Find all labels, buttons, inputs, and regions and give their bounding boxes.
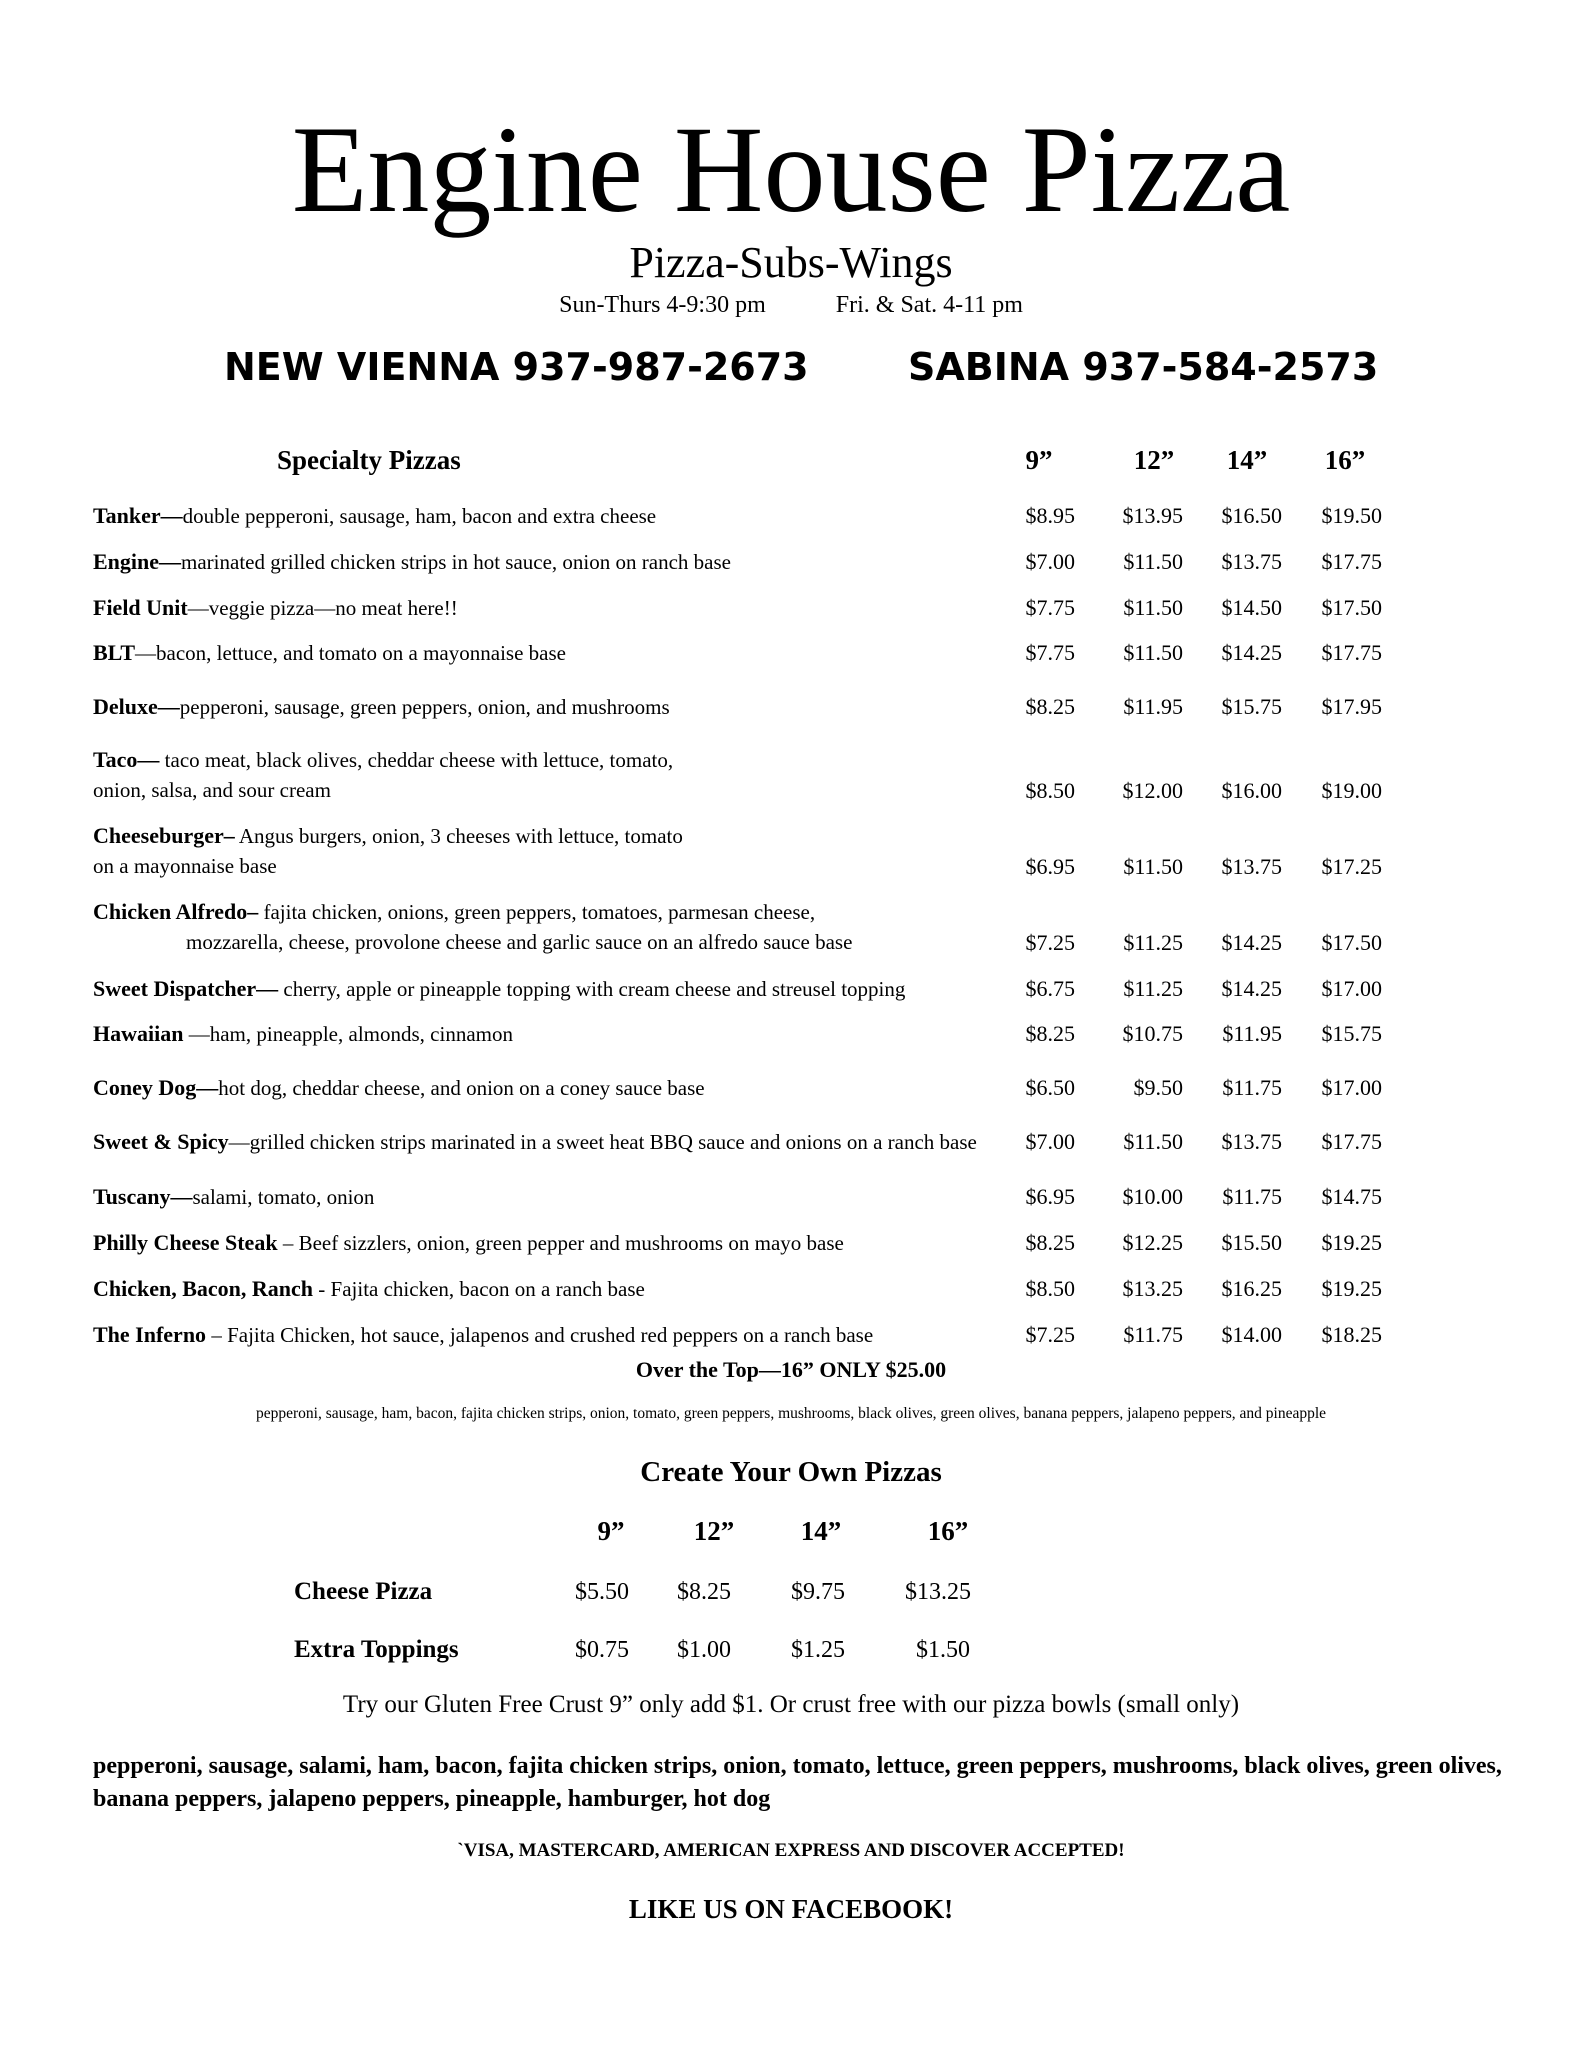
specialty-item-price: $7.00: [1025, 1129, 1075, 1154]
specialty-item-name: Chicken Alfredo–: [93, 899, 259, 924]
specialty-item-price: $8.50: [1025, 778, 1075, 803]
specialty-item: [93, 973, 905, 1005]
specialty-item: [93, 1227, 844, 1259]
specialty-item-price: $11.75: [1222, 1184, 1282, 1209]
specialty-item-price: $8.25: [1025, 694, 1075, 719]
specialty-item: [93, 820, 683, 852]
location-sabina: SABINA 937-584-2573: [908, 345, 1379, 389]
specialty-item-name: Field Unit: [93, 595, 188, 620]
specialty-item-description: hot dog, cheddar cheese, and onion on a coney sauce base: [218, 1076, 705, 1100]
specialty-item-description-line2: onion, salsa, and sour cream: [93, 778, 331, 802]
specialty-item-price: $11.95: [1123, 694, 1183, 719]
cheese-pizza-price-9: $5.50: [575, 1579, 629, 1605]
specialty-item-price: $14.00: [1221, 1322, 1282, 1347]
specialty-item-name: Tanker—: [93, 503, 183, 528]
cheese-pizza-price-12: $8.25: [677, 1579, 731, 1605]
specialty-item-name: Chicken, Bacon, Ranch: [93, 1276, 314, 1301]
specialty-item-price: $17.00: [1321, 976, 1382, 1001]
specialty-item-price: $14.25: [1221, 930, 1282, 955]
specialty-item-price: $12.25: [1122, 1230, 1183, 1255]
extra-toppings-price-9: $0.75: [575, 1637, 629, 1663]
specialty-item: [93, 896, 815, 928]
cheese-pizza-price-14: $9.75: [791, 1579, 845, 1605]
cyo-size-14: 14”: [800, 1516, 842, 1546]
specialty-item-price: $17.75: [1321, 640, 1382, 665]
cyo-size-9: 9”: [597, 1516, 625, 1546]
specialty-item: [93, 1072, 705, 1104]
specialty-item-description: taco meat, black olives, cheddar cheese with lettuce, tomato,: [159, 748, 674, 772]
specialty-item-price: $11.50: [1123, 549, 1183, 574]
specialty-item-price: $7.25: [1025, 930, 1075, 955]
specialty-item-price: $7.75: [1025, 640, 1075, 665]
specialty-item-price: $13.75: [1221, 549, 1282, 574]
specialty-item-price: $13.95: [1122, 503, 1183, 528]
specialty-item-price: $8.95: [1025, 503, 1075, 528]
specialty-item-description: – Fajita Chicken, hot sauce, jalapenos and crushed red peppers on a ranch base: [206, 1323, 874, 1347]
specialty-item-price: $7.25: [1025, 1322, 1075, 1347]
specialty-item-description: pepperoni, sausage, green peppers, onion, and mushrooms: [179, 695, 670, 719]
specialty-item-price: $17.25: [1321, 854, 1382, 879]
specialty-item-price: $14.25: [1221, 640, 1282, 665]
over-the-top: Over the Top—16” ONLY $25.00: [635, 1357, 947, 1382]
specialty-item: [93, 1018, 513, 1050]
restaurant-title: Engine House Pizza: [291, 101, 1291, 238]
specialty-item-price: $14.25: [1221, 976, 1282, 1001]
specialty-item-description: —bacon, lettuce, and tomato on a mayonnaise base: [135, 641, 566, 665]
specialty-item-price: $17.00: [1321, 1075, 1382, 1100]
specialty-item: [93, 1181, 374, 1213]
facebook-note: LIKE US ON FACEBOOK!: [628, 1894, 954, 1924]
specialty-item: [93, 1319, 873, 1351]
specialty-size-12: 12”: [1133, 445, 1175, 475]
hours: [0, 290, 1582, 320]
extra-toppings-label: Extra Toppings: [294, 1636, 459, 1663]
specialty-item-price: $10.00: [1122, 1184, 1183, 1209]
specialty-item-price: $11.75: [1222, 1075, 1282, 1100]
specialty-item-price: $13.25: [1122, 1276, 1183, 1301]
specialty-item-name: Philly Cheese Steak: [93, 1230, 278, 1255]
specialty-item-name: Coney Dog—: [93, 1075, 219, 1100]
specialty-item-description: —veggie pizza—no meat here!!: [187, 596, 458, 620]
cheese-pizza-price-16: $13.25: [905, 1579, 971, 1605]
specialty-item-price: $15.75: [1221, 694, 1282, 719]
specialty-item-price: $6.75: [1025, 976, 1075, 1001]
payment-cards-note: `VISA, MASTERCARD, AMERICAN EXPRESS AND DISCOVER ACCEPTED!: [457, 1840, 1125, 1861]
specialty-item-price: $11.50: [1123, 595, 1183, 620]
specialty-item-price: $6.50: [1025, 1075, 1075, 1100]
specialty-item-price: $9.50: [1133, 1075, 1183, 1100]
specialty-item-name: BLT: [93, 640, 136, 665]
specialty-item-description: - Fajita chicken, bacon on a ranch base: [313, 1277, 645, 1301]
cyo-size-16: 16”: [927, 1516, 969, 1546]
specialty-item-name: Sweet & Spicy: [93, 1129, 229, 1154]
specialty-item: [93, 744, 673, 776]
specialty-item-name: Taco—: [93, 747, 160, 772]
specialty-item-price: $17.50: [1321, 595, 1382, 620]
specialty-size-16: 16”: [1324, 445, 1366, 475]
specialty-item: [93, 546, 731, 578]
specialty-item-price: $13.75: [1221, 1129, 1282, 1154]
location-new-vienna: NEW VIENNA 937-987-2673: [224, 345, 809, 389]
specialty-item-price: $15.50: [1221, 1230, 1282, 1255]
specialty-item-name: Cheeseburger–: [93, 823, 235, 848]
specialty-item-description: double pepperoni, sausage, ham, bacon and extra cheese: [182, 504, 657, 528]
specialty-item-price: $16.25: [1221, 1276, 1282, 1301]
hours-weekday: Sun-Thurs 4-9:30 pm: [559, 292, 766, 318]
over-the-top-toppings: pepperoni, sausage, ham, bacon, fajita chicken strips, onion, tomato, green peppers, mushrooms, black olives, green olives, banana peppers, jalapeno peppers, and pineapple: [255, 1405, 1327, 1422]
specialty-item-name: The Inferno: [93, 1322, 207, 1347]
specialty-item-description: —grilled chicken strips marinated in a sweet heat BBQ sauce and onions on a ranch base: [228, 1130, 977, 1154]
cheese-pizza-label: Cheese Pizza: [294, 1578, 433, 1605]
specialty-item-price: $16.50: [1221, 503, 1282, 528]
specialty-item-price: $10.75: [1122, 1021, 1183, 1046]
specialty-item-description-line2: on a mayonnaise base: [93, 854, 277, 878]
extra-toppings-price-12: $1.00: [677, 1637, 731, 1663]
specialty-item-name: Tuscany—: [93, 1184, 193, 1209]
specialty-item-price: $11.50: [1123, 640, 1183, 665]
specialty-item-price: $8.25: [1025, 1021, 1075, 1046]
specialty-item-price: $11.25: [1123, 930, 1183, 955]
specialty-size-14: 14”: [1226, 445, 1268, 475]
specialty-item-name: Sweet Dispatcher—: [93, 976, 279, 1001]
specialty-size-9: 9”: [1025, 445, 1053, 475]
specialty-item-price: $6.95: [1025, 1184, 1075, 1209]
specialty-item-price: $17.95: [1321, 694, 1382, 719]
specialty-item-price: $14.50: [1221, 595, 1282, 620]
specialty-item-price: $11.25: [1123, 976, 1183, 1001]
specialty-heading: Specialty Pizzas: [277, 445, 461, 475]
specialty-item: [93, 691, 670, 723]
specialty-item-name: Engine—: [93, 549, 182, 574]
extra-toppings-price-14: $1.25: [791, 1637, 845, 1663]
hours-weekend: Fri. & Sat. 4-11 pm: [835, 292, 1023, 318]
specialty-item-price: $19.50: [1321, 503, 1382, 528]
specialty-item-price: $11.75: [1123, 1322, 1183, 1347]
specialty-item: [93, 592, 458, 624]
toppings-list: pepperoni, sausage, salami, ham, bacon, fajita chicken strips, onion, tomato, lettuce, green peppers, mushrooms, black olives, green olives, banana peppers, jalapeno peppers, pineapple, hamburger, hot dog: [93, 1753, 1502, 1812]
specialty-item-price: $8.25: [1025, 1230, 1075, 1255]
specialty-item-description-line2: mozzarella, cheese, provolone cheese and garlic sauce on an alfredo sauce base: [186, 930, 853, 954]
specialty-item-price: $15.75: [1321, 1021, 1382, 1046]
specialty-item-price: $17.75: [1321, 1129, 1382, 1154]
specialty-item-description: cherry, apple or pineapple topping with cream cheese and streusel topping: [278, 977, 906, 1001]
specialty-item-price: $16.00: [1221, 778, 1282, 803]
specialty-item-price: $6.95: [1025, 854, 1075, 879]
specialty-item-price: $7.00: [1025, 549, 1075, 574]
specialty-item-price: $19.25: [1321, 1276, 1382, 1301]
specialty-item-price: $19.25: [1321, 1230, 1382, 1255]
specialty-item-price: $17.50: [1321, 930, 1382, 955]
specialty-item-price: $14.75: [1321, 1184, 1382, 1209]
specialty-item: [93, 1126, 977, 1158]
specialty-item-price: $8.50: [1025, 1276, 1075, 1301]
specialty-item-price: $11.50: [1123, 1129, 1183, 1154]
specialty-item: [93, 500, 656, 532]
specialty-item-price: $18.25: [1321, 1322, 1382, 1347]
specialty-item-name: Deluxe—: [93, 694, 180, 719]
specialty-item-price: $11.95: [1222, 1021, 1282, 1046]
specialty-item-price: $17.75: [1321, 549, 1382, 574]
specialty-item-description: —ham, pineapple, almonds, cinnamon: [183, 1022, 513, 1046]
create-your-own-heading: Create Your Own Pizzas: [640, 1456, 942, 1488]
specialty-item-description: – Beef sizzlers, onion, green pepper and mushrooms on mayo base: [277, 1231, 844, 1255]
specialty-item-price: $11.50: [1123, 854, 1183, 879]
specialty-item: [93, 1273, 645, 1305]
gluten-free-note: Try our Gluten Free Crust 9” only add $1. Or crust free with our pizza bowls (small only): [342, 1691, 1240, 1718]
specialty-item-name: Hawaiian: [93, 1021, 184, 1046]
specialty-item-description: Angus burgers, onion, 3 cheeses with lettuce, tomato: [234, 824, 683, 848]
specialty-item-price: $13.75: [1221, 854, 1282, 879]
specialty-item: [93, 637, 566, 669]
specialty-item-price: $12.00: [1122, 778, 1183, 803]
specialty-item-price: $7.75: [1025, 595, 1075, 620]
restaurant-subtitle: Pizza-Subs-Wings: [629, 238, 953, 287]
specialty-item-description: salami, tomato, onion: [192, 1185, 375, 1209]
specialty-item-description: fajita chicken, onions, green peppers, tomatoes, parmesan cheese,: [258, 900, 816, 924]
specialty-item-description: marinated grilled chicken strips in hot sauce, onion on ranch base: [181, 550, 731, 574]
specialty-item-price: $19.00: [1321, 778, 1382, 803]
cyo-size-12: 12”: [693, 1516, 735, 1546]
extra-toppings-price-16: $1.50: [916, 1637, 970, 1663]
